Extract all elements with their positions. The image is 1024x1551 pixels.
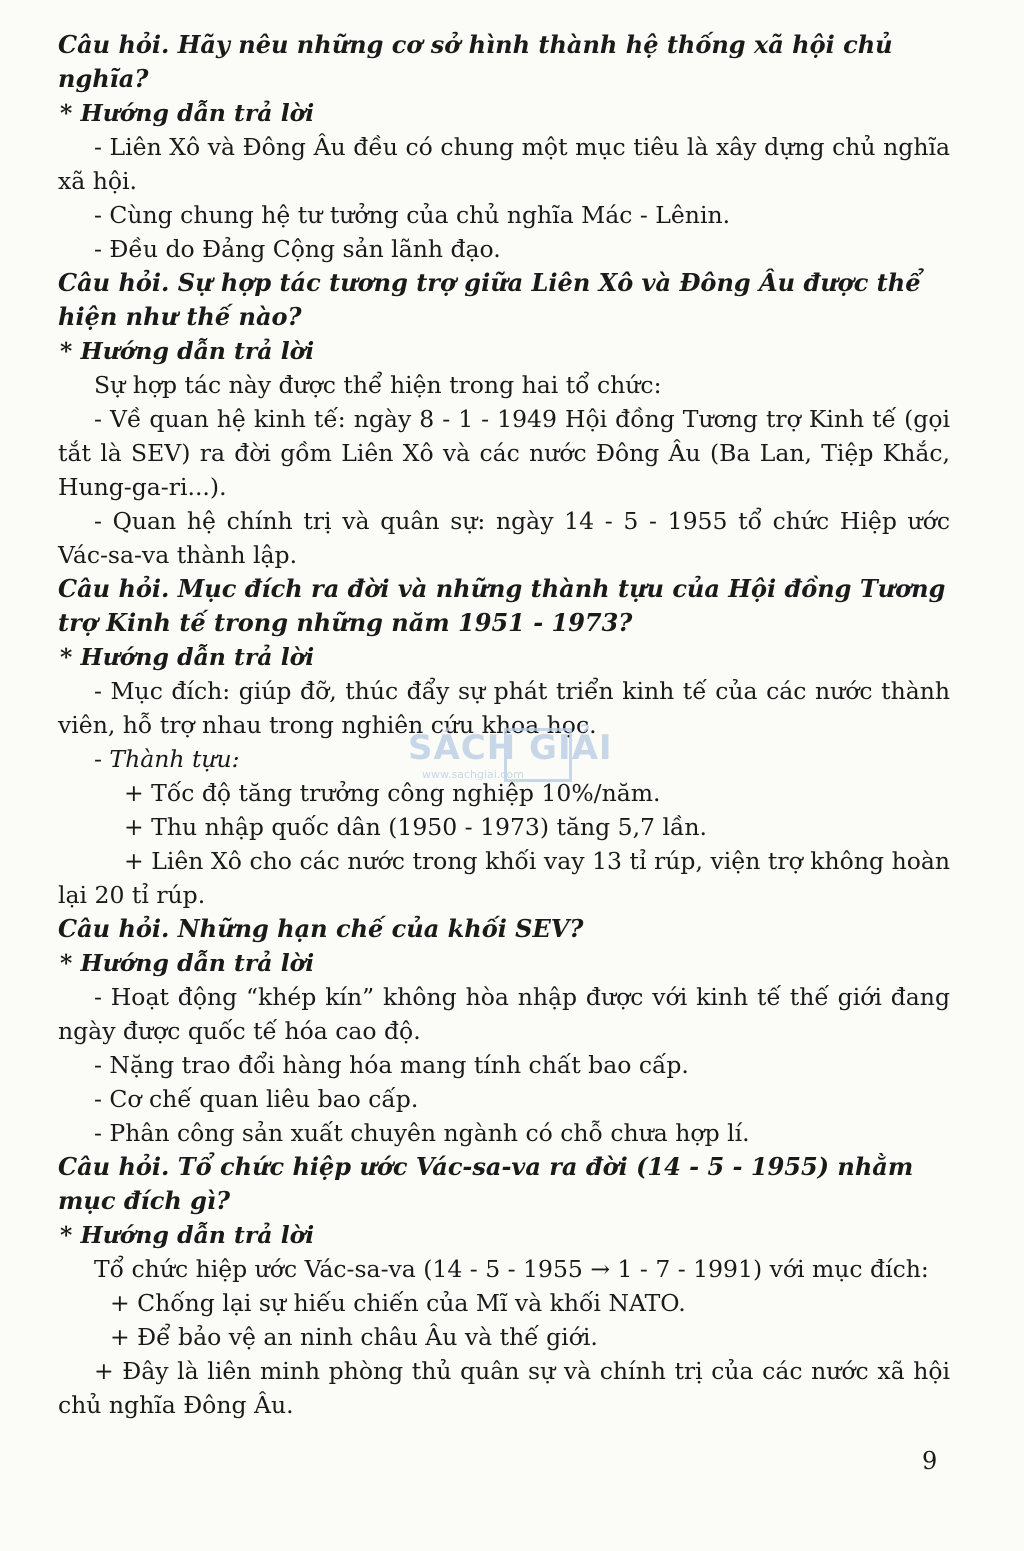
- answer-paragraph: - Liên Xô và Đông Âu đều có chung một mục tiêu là xây dựng chủ nghĩa xã hội.: [58, 133, 950, 195]
- answer-paragraph: - Cơ chế quan liêu bao cấp.: [94, 1085, 419, 1113]
- watermark-url: www.sachgiai.com: [422, 768, 524, 781]
- answer-paragraph: - Mục đích: giúp đỡ, thúc đẩy sự phát triển kinh tế của các nước thành viên, hỗ trợ nhau trong nghiên cứu khoa học.: [58, 677, 950, 739]
- answer-subheading: - Thành tựu:: [94, 745, 240, 773]
- question-heading: Câu hỏi. Những hạn chế của khối SEV?: [58, 914, 584, 943]
- answer-paragraph: - Cùng chung hệ tư tưởng của chủ nghĩa Mác - Lênin.: [94, 201, 731, 229]
- answer-heading: * Hướng dẫn trả lời: [60, 99, 315, 127]
- answer-paragraph: - Phân công sản xuất chuyên ngành có chỗ chưa hợp lí.: [94, 1119, 750, 1147]
- question-heading: Câu hỏi. Hãy nêu những cơ sở hình thành hệ thống xã hội chủ nghĩa?: [58, 30, 893, 93]
- answer-paragraph: - Về quan hệ kinh tế: ngày 8 - 1 - 1949 Hội đồng Tương trợ Kinh tế (gọi tắt là SEV) ra đời gồm Liên Xô và các nước Đông Âu (Ba Lan, Tiệp Khắc, Hung-ga-ri...).: [58, 405, 950, 501]
- answer-paragraph: + Đây là liên minh phòng thủ quân sự và chính trị của các nước xã hội chủ nghĩa Đông Âu.: [58, 1357, 950, 1419]
- question-heading: Câu hỏi. Sự hợp tác tương trợ giữa Liên Xô và Đông Âu được thể hiện như thế nào?: [58, 268, 921, 331]
- bullet-item: + Liên Xô cho các nước trong khối vay 13 tỉ rúp, viện trợ không hoàn lại 20 tỉ rúp.: [58, 847, 950, 909]
- answer-paragraph: - Hoạt động “khép kín” không hòa nhập được với kinh tế thế giới đang ngày được quốc tế hóa cao độ.: [58, 983, 950, 1045]
- answer-heading: * Hướng dẫn trả lời: [60, 1221, 315, 1249]
- answer-paragraph: Tổ chức hiệp ước Vác-sa-va (14 - 5 - 1955 → 1 - 7 - 1991) với mục đích:: [94, 1255, 929, 1283]
- answer-paragraph: - Đều do Đảng Cộng sản lãnh đạo.: [94, 235, 501, 263]
- page-number: 9: [922, 1447, 938, 1475]
- answer-heading: * Hướng dẫn trả lời: [60, 643, 315, 671]
- answer-paragraph: - Nặng trao đổi hàng hóa mang tính chất bao cấp.: [94, 1051, 689, 1079]
- page-content: [58, 28, 950, 1422]
- bullet-item: + Chống lại sự hiếu chiến của Mĩ và khối NATO.: [110, 1289, 686, 1317]
- answer-paragraph: - Quan hệ chính trị và quân sự: ngày 14 - 5 - 1955 tổ chức Hiệp ước Vác-sa-va thành lập.: [58, 507, 950, 569]
- watermark-brand: SÁCH GIẢI: [408, 728, 613, 768]
- answer-paragraph: Sự hợp tác này được thể hiện trong hai tổ chức:: [94, 371, 662, 399]
- answer-heading: * Hướng dẫn trả lời: [60, 337, 315, 365]
- bullet-item: + Tốc độ tăng trưởng công nghiệp 10%/năm.: [124, 779, 661, 807]
- bullet-item: + Thu nhập quốc dân (1950 - 1973) tăng 5,7 lần.: [124, 813, 707, 841]
- bullet-item: + Để bảo vệ an ninh châu Âu và thế giới.: [110, 1323, 598, 1351]
- question-heading: Câu hỏi. Mục đích ra đời và những thành tựu của Hội đồng Tương trợ Kinh tế trong những năm 1951 - 1973?: [58, 574, 946, 637]
- question-heading: Câu hỏi. Tổ chức hiệp ước Vác-sa-va ra đời (14 - 5 - 1955) nhằm mục đích gì?: [58, 1152, 914, 1215]
- answer-heading: * Hướng dẫn trả lời: [60, 949, 315, 977]
